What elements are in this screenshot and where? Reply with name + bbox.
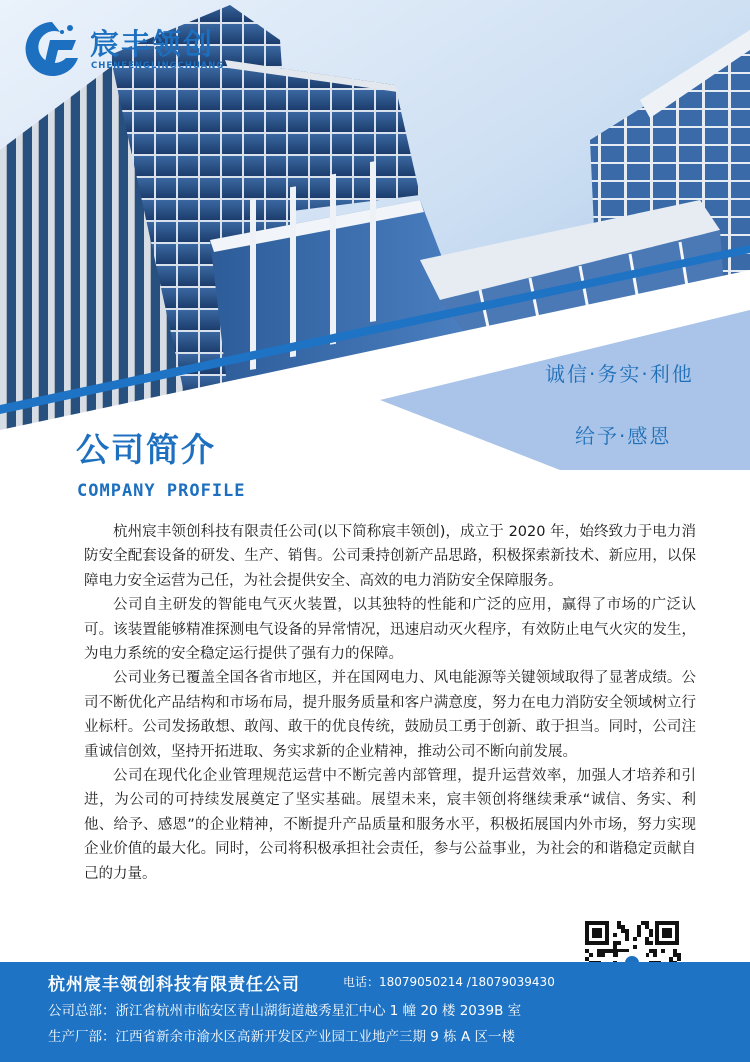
company-logo [20,18,250,78]
footer [0,962,750,1062]
profile-paragraph-1: 杭州宸丰领创科技有限责任公司(以下简称宸丰领创)，成立于 2020 年，始终致力于电力消防安全配套设备的研发、生产、销售。公司秉持创新产品思路，积极探索新技术、新应用，以保障电力安全运营为己任，为社会提供安全、高效的电力消防安全保障服务。 [84,524,696,589]
footer-phone: 电话：18079050214 /18079039430 [343,975,555,989]
footer-factory-address: 生产厂部：江西省新余市渝水区高新开发区产业园工业地产三期 9 栋 A 区一楼 [48,1029,515,1045]
slogan-line-1: 诚信·务实·利他 [545,362,694,386]
profile-paragraph-4: 公司在现代化企业管理规范运营中不断完善内部管理，提升运营效率，加强人才培养和引进，为公司的可持续发展奠定了坚实基础。展望未来，宸丰领创将继续秉承“诚信、务实、利他、给予、感恩”的企业精神，不断提升产品质量和服务水平，积极拓展国内外市场，努力实现企业价值的最大化。同时，公司将积极承担社会责任，参与公益事业，为社会的和谐稳定贡献自己的力量。 [84,768,696,882]
logo-name-cn: 宸丰领创 [90,27,215,61]
footer-company-name: 杭州宸丰领创科技有限责任公司 [48,975,300,995]
logo-mark-icon [20,18,84,78]
logo-name-en: CHENFENGLINGCHUANG [91,61,225,71]
section-title-cn: 公司简介 [76,430,216,469]
profile-paragraph-3: 公司业务已覆盖全国各省市地区，并在国网电力、风电能源等关键领域取得了显著成绩。公司不断优化产品结构和市场布局，提升服务质量和客户满意度，努力在电力消防安全领域树立行业标杆。公司发扬敢想、敢闯、敢干的优良传统，鼓励员工勇于创新、敢于担当。同时，公司注重诚信创效，坚持开拓进取、务实求新的企业精神，推动公司不断向前发展。 [84,670,696,760]
profile-paragraph-2: 公司自主研发的智能电气灭火装置，以其独特的性能和广泛的应用，赢得了市场的广泛认可。该装置能够精准探测电气设备的异常情况，迅速启动灭火程序，有效防止电气火灾的发生，为电力系统的安全稳定运行提供了强有力的保障。 [84,597,696,663]
section-title-en: COMPANY PROFILE [77,481,246,501]
footer-hq-address: 公司总部：浙江省杭州市临安区青山湖街道越秀星汇中心 1 幢 20 楼 2039B 室 [48,1003,522,1019]
company-profile-text [84,520,696,886]
slogan-line-2: 给予·感恩 [575,424,672,448]
